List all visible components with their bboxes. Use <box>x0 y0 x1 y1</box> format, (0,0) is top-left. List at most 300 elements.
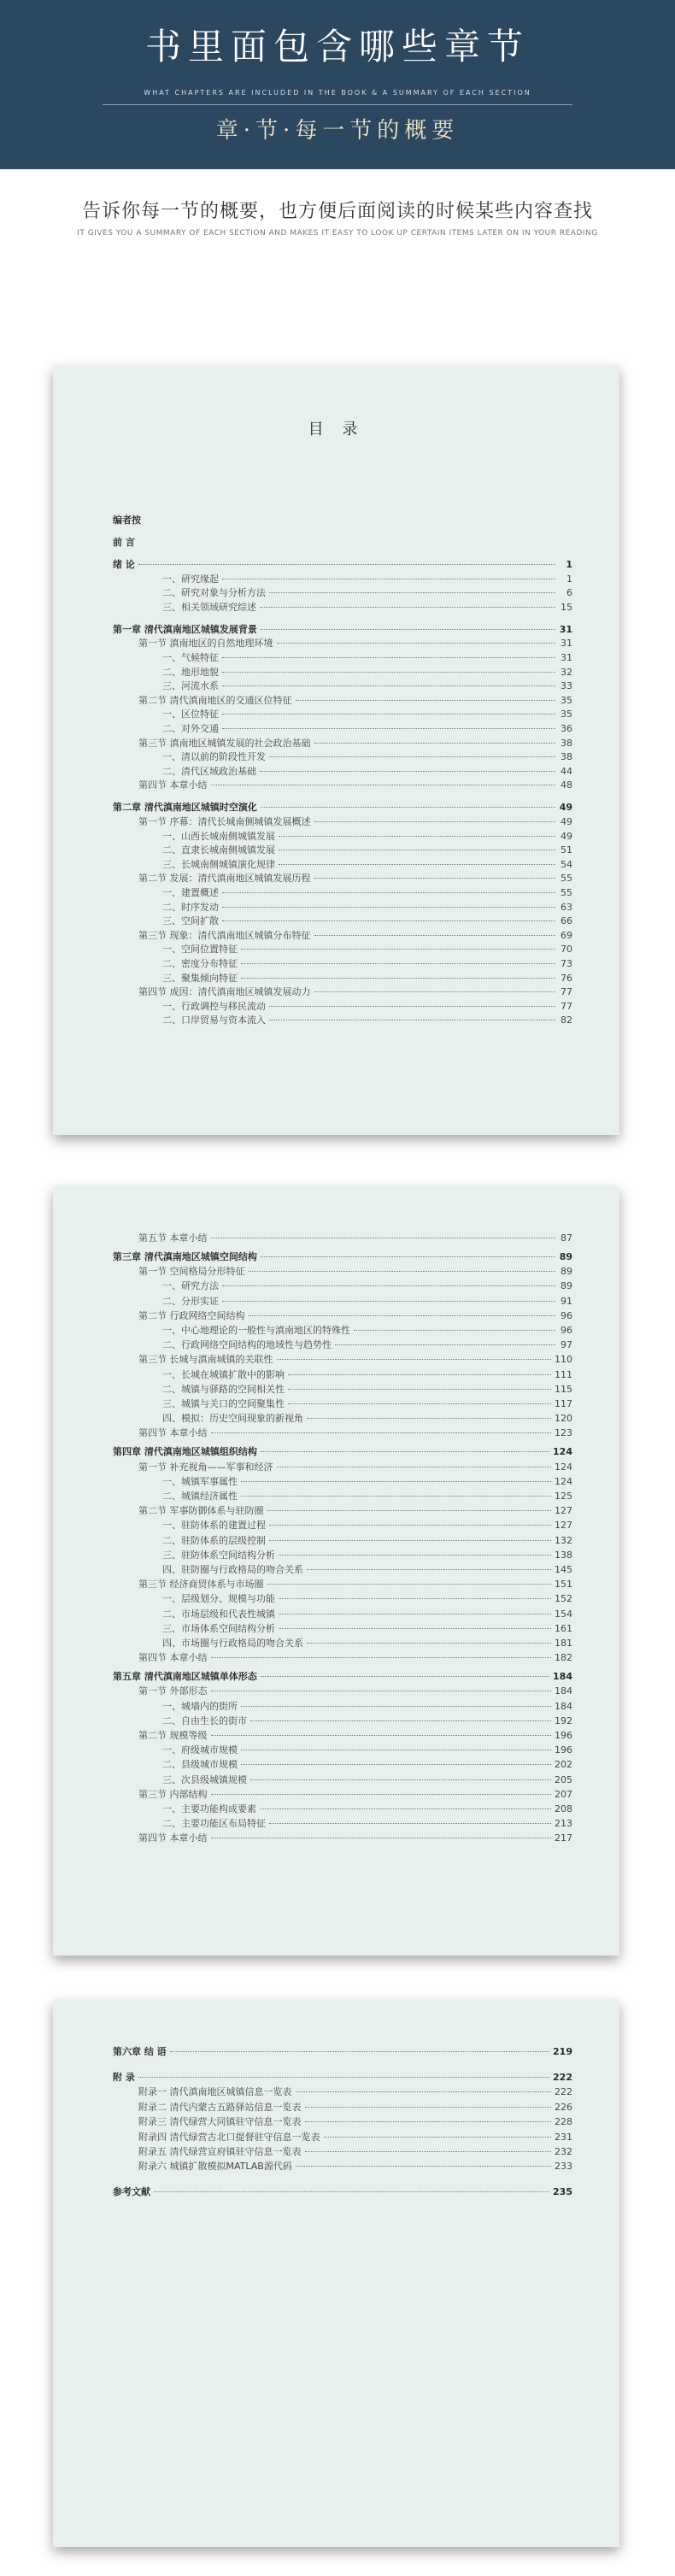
toc-chapter-row <box>113 535 572 549</box>
toc-entry-page: 184 <box>555 1700 572 1712</box>
toc-entry-label: 三、驻防体系空间结构分析 <box>162 1549 275 1561</box>
toc-leader-dots <box>314 821 556 822</box>
toc-entry-page: 127 <box>555 1520 572 1532</box>
toc-list-1 <box>53 366 619 1135</box>
toc-chapter-row <box>113 800 572 814</box>
toc-section-row <box>138 2085 572 2098</box>
toc-entry-label: 四、驻防圈与行政格局的吻合关系 <box>162 1564 303 1575</box>
toc-leader-dots <box>279 864 555 865</box>
toc-entry-page: 31 <box>559 623 572 635</box>
toc-entry-page: 31 <box>561 652 572 663</box>
toc-item-row <box>162 1714 572 1727</box>
toc-entry-label: 一、空间位置特征 <box>162 944 238 956</box>
toc-entry-label: 第三节 现象：清代滇南地区城镇分布特征 <box>138 929 311 941</box>
toc-list-2 <box>53 1186 619 1956</box>
toc-leader-dots <box>305 2107 552 2108</box>
toc-entry-page: 124 <box>553 1446 572 1458</box>
toc-entry-page: 96 <box>561 1309 572 1321</box>
toc-entry-page: 182 <box>555 1652 572 1664</box>
toc-leader-dots <box>138 564 555 565</box>
toc-entry-page: 6 <box>566 587 572 599</box>
toc-item-row <box>162 1816 572 1830</box>
toc-entry-page: 161 <box>555 1622 572 1634</box>
toc-section-row <box>138 1309 572 1322</box>
toc-entry-page: 184 <box>555 1685 572 1697</box>
toc-section-row <box>138 2144 572 2158</box>
toc-entry-page: 124 <box>555 1475 572 1487</box>
toc-item-row <box>162 942 572 956</box>
toc-entry-label: 第四节 本章小结 <box>138 1652 208 1664</box>
toc-entry-page: 207 <box>555 1788 572 1800</box>
toc-entry-page: 111 <box>555 1368 572 1380</box>
toc-item-row <box>162 1533 572 1547</box>
toc-entry-label: 附录六 城镇扩散模拟MATLAB源代码 <box>138 2161 292 2173</box>
toc-entry-label: 二、市场层级和代表性城镇 <box>162 1608 275 1620</box>
toc-section-row <box>138 1577 572 1591</box>
toc-entry-label: 二、驻防体系的层级控制 <box>162 1534 266 1546</box>
toc-entry-label: 第四节 本章小结 <box>138 1427 208 1439</box>
toc-entry-label: 一、城墙内的街所 <box>162 1700 238 1712</box>
toc-entry-page: 196 <box>555 1730 572 1741</box>
toc-entry-label: 绪 论 <box>113 559 135 570</box>
toc-leader-dots <box>241 1764 551 1765</box>
toc-section-row <box>138 1787 572 1801</box>
toc-leader-dots <box>222 728 555 729</box>
toc-item-row <box>162 999 572 1013</box>
toc-entry-label: 第四节 本章小结 <box>138 1832 208 1844</box>
toc-entry-page: 32 <box>561 666 572 678</box>
toc-entry-label: 二、密度分布特征 <box>162 958 238 969</box>
toc-chapter-row <box>113 1669 572 1683</box>
toc-entry-label: 三、次县级城镇规模 <box>162 1773 247 1785</box>
toc-entry-label: 第四章 清代滇南地区城镇组织结构 <box>113 1446 257 1458</box>
toc-leader-dots <box>222 657 555 658</box>
toc-leader-dots <box>288 1389 551 1390</box>
toc-entry-label: 二、对外交通 <box>162 723 219 734</box>
toc-entry-label: 附录一 清代滇南地区城镇信息一览表 <box>138 2086 292 2098</box>
toc-entry-page: 35 <box>561 694 572 706</box>
toc-chapter-row <box>113 622 572 636</box>
toc-entry-page: 66 <box>561 915 572 927</box>
header-banner <box>0 0 675 169</box>
toc-leader-dots <box>222 685 555 686</box>
toc-item-row <box>162 956 572 970</box>
toc-entry-page: 36 <box>561 723 572 734</box>
toc-entry-page: 48 <box>561 779 572 791</box>
toc-entry-label: 附录五 清代绿营宣府镇驻守信息一览表 <box>138 2146 302 2157</box>
toc-entry-label: 三、河流水系 <box>162 680 219 692</box>
toc-leader-dots <box>296 2091 552 2092</box>
toc-entry-label: 四、市场圈与行政格局的吻合关系 <box>162 1638 303 1649</box>
toc-entry-label: 参考文献 <box>113 2186 150 2198</box>
toc-entry-page: 154 <box>555 1608 572 1620</box>
toc-entry-label: 二、自由生长的街市 <box>162 1714 247 1726</box>
toc-leader-dots <box>241 963 555 964</box>
toc-entry-label: 二、直隶长城南侧城镇发展 <box>162 844 275 856</box>
toc-entry-page: 127 <box>555 1505 572 1517</box>
toc-leader-dots <box>269 756 555 757</box>
toc-entry-label: 三、市场体系空间结构分析 <box>162 1622 275 1634</box>
toc-entry-label: 一、山西长城南侧城镇发展 <box>162 830 275 842</box>
toc-item-row <box>162 1367 572 1381</box>
toc-leader-dots <box>267 1584 552 1585</box>
toc-entry-label: 四、模拟：历史空间现象的新视角 <box>162 1413 303 1425</box>
toc-leader-dots <box>138 2077 549 2078</box>
toc-entry-label: 二、研究对象与分析方法 <box>162 587 266 599</box>
toc-leader-dots <box>211 1735 552 1736</box>
toc-leader-dots <box>241 1496 551 1497</box>
toc-leader-dots <box>277 643 556 644</box>
toc-item-row <box>162 857 572 871</box>
toc-section-row <box>138 2130 572 2144</box>
toc-leader-dots <box>269 592 555 593</box>
toc-entry-page: 89 <box>561 1280 572 1292</box>
toc-item-row <box>162 1294 572 1308</box>
toc-leader-dots <box>249 1271 556 1272</box>
toc-leader-dots <box>314 743 556 744</box>
toc-entry-label: 一、建置概述 <box>162 887 219 898</box>
toc-entry-page: 1 <box>566 573 572 585</box>
toc-leader-dots <box>154 2191 549 2192</box>
toc-entry-page: 70 <box>561 944 572 956</box>
toc-entry-page: 219 <box>553 2046 572 2057</box>
toc-section-row <box>138 1684 572 1697</box>
toc-item-row <box>162 1773 572 1786</box>
toc-entry-page: 196 <box>555 1744 572 1756</box>
toc-entry-page: 202 <box>555 1759 572 1771</box>
toc-item-row <box>162 1562 572 1576</box>
toc-entry-label: 第二节 行政网络空间结构 <box>138 1309 245 1321</box>
toc-page-1 <box>53 366 619 1135</box>
toc-entry-page: 89 <box>561 1266 572 1278</box>
toc-item-row <box>162 572 572 585</box>
toc-leader-dots <box>296 2166 551 2167</box>
toc-entry-label: 第一节 空间格局分形特征 <box>138 1266 245 1278</box>
toc-entry-page: 15 <box>561 601 572 613</box>
toc-leader-dots <box>241 978 555 979</box>
toc-leader-dots <box>241 1706 551 1707</box>
toc-item-row <box>162 600 572 614</box>
toc-entry-label: 第三节 内部结构 <box>138 1788 208 1800</box>
toc-entry-page: 31 <box>561 638 572 650</box>
toc-item-row <box>162 1518 572 1532</box>
toc-entry-page: 192 <box>555 1714 572 1726</box>
banner-divider <box>103 104 572 105</box>
toc-entry-page: 55 <box>561 887 572 898</box>
toc-entry-label: 三、空间扩散 <box>162 915 219 927</box>
toc-entry-page: 222 <box>555 2086 572 2098</box>
toc-item-row <box>162 1548 572 1561</box>
toc-entry-page: 145 <box>555 1564 572 1575</box>
toc-entry-page: 49 <box>561 816 572 827</box>
toc-entry-page: 49 <box>561 830 572 842</box>
toc-entry-page: 217 <box>555 1832 572 1844</box>
toc-leader-dots <box>241 1481 551 1482</box>
toc-section-row <box>138 815 572 828</box>
toc-leader-dots <box>305 2151 552 2152</box>
toc-entry-page: 181 <box>555 1638 572 1649</box>
toc-entry-label: 一、府级城市规模 <box>162 1744 238 1756</box>
toc-item-row <box>162 721 572 735</box>
toc-leader-dots <box>307 1418 551 1419</box>
toc-section-row <box>138 1426 572 1439</box>
toc-entry-page: 89 <box>559 1251 572 1262</box>
toc-leader-dots <box>324 2137 552 2138</box>
toc-entry-page: 63 <box>561 901 572 913</box>
toc-entry-page: 1 <box>566 559 572 570</box>
toc-section-row <box>138 1503 572 1517</box>
toc-entry-page: 115 <box>555 1383 572 1395</box>
toc-entry-label: 二、时序发动 <box>162 901 219 913</box>
toc-entry-page: 33 <box>561 680 572 692</box>
toc-leader-dots <box>269 1823 551 1824</box>
toc-item-row <box>162 900 572 914</box>
toc-entry-label: 二、分形实证 <box>162 1295 219 1307</box>
toc-leader-dots <box>314 878 556 879</box>
toc-entry-page: 110 <box>555 1354 572 1366</box>
toc-leader-dots <box>261 807 555 808</box>
toc-leader-dots <box>269 1006 555 1007</box>
toc-entry-page: 213 <box>555 1818 572 1830</box>
toc-leader-dots <box>261 1256 555 1257</box>
intro-text-en: IT GIVES YOU A SUMMARY OF EACH SECTION AND MAKES IT EASY TO LOOK UP CERTAIN ITEMS LATER ON IN YOUR READING <box>77 229 598 238</box>
toc-entry-page: 51 <box>561 844 572 856</box>
banner-subtitle-zh: 章·节·每一节的概要 <box>215 118 460 144</box>
toc-entry-page: 76 <box>561 972 572 984</box>
toc-leader-dots <box>279 836 555 837</box>
toc-entry-page: 73 <box>561 958 572 969</box>
toc-item-row <box>162 829 572 843</box>
toc-item-row <box>162 650 572 664</box>
toc-entry-page: 208 <box>555 1803 572 1814</box>
toc-entry-page: 152 <box>555 1593 572 1605</box>
toc-item-row <box>162 1621 572 1635</box>
toc-chapter-row <box>113 513 572 526</box>
toc-entry-label: 第二章 清代滇南地区城镇时空演化 <box>113 802 257 814</box>
toc-leader-dots <box>277 1359 552 1360</box>
toc-leader-dots <box>269 1540 551 1541</box>
toc-leader-dots <box>250 1779 551 1780</box>
toc-item-row <box>162 679 572 692</box>
toc-section-row <box>138 2114 572 2128</box>
toc-entry-label: 第一节 补充视角——军事和经济 <box>138 1461 273 1473</box>
toc-chapter-row <box>113 2070 572 2084</box>
toc-entry-label: 第五节 本章小结 <box>138 1232 208 1244</box>
toc-chapter-row <box>113 2044 572 2058</box>
toc-chapter-row <box>113 1444 572 1458</box>
toc-entry-label: 第一章 清代滇南地区城镇发展背景 <box>113 623 257 635</box>
toc-entry-page: 235 <box>553 2186 572 2198</box>
toc-leader-dots <box>261 1676 549 1677</box>
toc-leader-dots <box>211 1794 552 1795</box>
toc-entry-page: 38 <box>561 737 572 749</box>
toc-leader-dots <box>288 1403 551 1404</box>
toc-entry-label: 一、行政调控与移民流动 <box>162 1000 266 1012</box>
toc-leader-dots <box>261 629 555 630</box>
toc-entry-label: 附录二 清代内蒙古五路驿站信息一览表 <box>138 2101 302 2113</box>
toc-leader-dots <box>269 1525 551 1526</box>
toc-entry-label: 二、主要功能区布局特征 <box>162 1818 266 1830</box>
toc-entry-label: 第一节 外部形态 <box>138 1685 208 1697</box>
toc-item-row <box>162 843 572 856</box>
toc-section-row <box>138 1650 572 1664</box>
toc-section-row <box>138 871 572 885</box>
toc-leader-dots <box>288 1374 551 1375</box>
toc-entry-label: 附录四 清代绿营古北口提督驻守信息一览表 <box>138 2131 320 2143</box>
toc-entry-page: 124 <box>555 1461 572 1473</box>
toc-leader-dots <box>222 892 555 893</box>
toc-leader-dots <box>354 1330 555 1331</box>
toc-entry-page: 44 <box>561 765 572 777</box>
toc-item-row <box>162 764 572 778</box>
toc-entry-label: 一、驻防体系的建置过程 <box>162 1520 266 1532</box>
banner-subtitle-en: WHAT CHAPTERS ARE INCLUDED IN THE BOOK & A SUMMARY OF EACH SECTION <box>144 89 531 97</box>
toc-leader-dots <box>314 991 556 992</box>
toc-entry-label: 二、城镇与驿路的空间相关性 <box>162 1383 285 1395</box>
toc-leader-dots <box>222 920 555 921</box>
toc-leader-dots <box>261 1451 549 1452</box>
toc-entry-label: 二、县级城市规模 <box>162 1759 238 1771</box>
toc-entry-page: 222 <box>553 2072 572 2083</box>
toc-entry-label: 一、研究方法 <box>162 1280 219 1292</box>
toc-entry-label: 第二节 军事防御体系与驻防圈 <box>138 1505 264 1517</box>
toc-entry-label: 二、城镇经济属性 <box>162 1491 238 1502</box>
toc-entry-label: 一、城镇军事属性 <box>162 1475 238 1487</box>
toc-leader-dots <box>279 1628 551 1629</box>
toc-leader-dots <box>249 1315 556 1316</box>
toc-entry-label: 一、气候特征 <box>162 652 219 663</box>
toc-item-row <box>162 1636 572 1650</box>
toc-item-row <box>162 1489 572 1503</box>
toc-entry-label: 编者按 <box>113 515 141 526</box>
toc-entry-label: 第四节 成因：清代滇南地区城镇发展动力 <box>138 986 311 998</box>
toc-page-2 <box>53 1186 619 1956</box>
toc-item-row <box>162 665 572 679</box>
toc-entry-label: 一、研究缘起 <box>162 573 219 585</box>
toc-entry-label: 第三节 经济商贸体系与市场圈 <box>138 1579 264 1591</box>
toc-leader-dots <box>250 1720 551 1721</box>
toc-item-row <box>162 1338 572 1351</box>
toc-section-row <box>138 985 572 998</box>
toc-section-row <box>138 1728 572 1742</box>
toc-entry-label: 二、地形地貌 <box>162 666 219 678</box>
toc-entry-page: 232 <box>555 2146 572 2157</box>
toc-entry-page: 151 <box>555 1579 572 1591</box>
toc-entry-label: 一、清以前的阶段性开发 <box>162 751 266 763</box>
toc-section-row <box>138 1352 572 1366</box>
toc-entry-label: 附 录 <box>113 2072 135 2083</box>
toc-chapter-row <box>113 1250 572 1263</box>
toc-section-row <box>138 1460 572 1473</box>
toc-item-row <box>162 1382 572 1396</box>
toc-entry-page: 87 <box>561 1232 572 1244</box>
toc-item-row <box>162 1802 572 1815</box>
toc-leader-dots <box>241 949 555 950</box>
toc-title: 目 录 <box>308 421 365 438</box>
toc-entry-label: 前 言 <box>113 537 135 548</box>
toc-section-row <box>138 928 572 942</box>
toc-entry-page: 91 <box>561 1295 572 1307</box>
toc-entry-page: 77 <box>561 986 572 998</box>
toc-entry-label: 三、城镇与关口的空间聚集性 <box>162 1398 285 1409</box>
toc-entry-label: 第五章 清代滇南地区城镇单体形态 <box>113 1671 257 1683</box>
toc-leader-dots <box>314 935 556 936</box>
toc-entry-page: 228 <box>555 2116 572 2128</box>
toc-entry-label: 第三节 长城与滇南城镇的关联性 <box>138 1354 273 1366</box>
toc-section-row <box>138 1831 572 1844</box>
toc-item-row <box>162 1474 572 1488</box>
toc-item-row <box>162 1743 572 1756</box>
toc-leader-dots <box>222 1301 555 1302</box>
toc-section-row <box>138 1264 572 1278</box>
toc-leader-dots <box>222 1285 555 1286</box>
toc-item-row <box>162 585 572 599</box>
toc-entry-label: 第六章 结 语 <box>113 2046 167 2057</box>
toc-entry-page: 226 <box>555 2101 572 2113</box>
toc-entry-label: 第二节 发展：清代滇南地区城镇发展历程 <box>138 873 311 885</box>
toc-leader-dots <box>260 607 555 608</box>
toc-entry-page: 120 <box>555 1413 572 1425</box>
toc-chapter-row <box>113 2185 572 2198</box>
banner-title: 书里面包含哪些章节 <box>144 26 530 68</box>
toc-entry-page: 184 <box>553 1671 572 1683</box>
toc-entry-label: 三、聚集倾向特征 <box>162 972 238 984</box>
toc-leader-dots <box>260 771 555 772</box>
toc-entry-page: 82 <box>561 1015 572 1026</box>
toc-entry-page: 97 <box>561 1339 572 1351</box>
toc-entry-page: 231 <box>555 2131 572 2143</box>
toc-item-row <box>162 1279 572 1292</box>
toc-item-row <box>162 885 572 899</box>
toc-leader-dots <box>305 2121 552 2122</box>
toc-entry-page: 69 <box>561 929 572 941</box>
intro-text-zh: 告诉你每一节的概要，也方便后面阅读的时候某些内容查找 <box>81 201 593 222</box>
toc-entry-label: 二、清代区域政治基础 <box>162 765 256 777</box>
toc-item-row <box>162 1607 572 1620</box>
toc-entry-label: 一、中心地理论的一般性与滇南地区的特殊性 <box>162 1325 350 1336</box>
toc-item-row <box>162 1397 572 1410</box>
toc-entry-label: 一、层级划分、规模与功能 <box>162 1593 275 1605</box>
toc-leader-dots <box>307 1569 551 1570</box>
toc-entry-label: 第四节 本章小结 <box>138 779 208 791</box>
toc-entry-page: 96 <box>561 1325 572 1336</box>
toc-item-row <box>162 1323 572 1337</box>
toc-section-row <box>138 693 572 707</box>
toc-entry-page: 35 <box>561 709 572 720</box>
toc-leader-dots <box>222 714 555 715</box>
toc-entry-page: 233 <box>555 2161 572 2173</box>
toc-section-row <box>138 2159 572 2173</box>
toc-list-3 <box>53 2000 619 2547</box>
toc-entry-page: 138 <box>555 1549 572 1561</box>
toc-item-row <box>162 1411 572 1425</box>
toc-entry-page: 54 <box>561 858 572 870</box>
toc-entry-page: 123 <box>555 1427 572 1439</box>
toc-item-row <box>162 914 572 927</box>
toc-item-row <box>162 1013 572 1026</box>
toc-entry-label: 第二节 规模等级 <box>138 1730 208 1741</box>
toc-entry-label: 第三节 滇南地区城镇发展的社会政治基础 <box>138 737 311 749</box>
toc-item-row <box>162 750 572 763</box>
toc-entry-page: 38 <box>561 751 572 763</box>
toc-entry-label: 二、行政网络空间结构的地域性与趋势性 <box>162 1339 332 1351</box>
toc-leader-dots <box>222 672 555 673</box>
toc-section-row <box>138 2100 572 2114</box>
toc-entry-label: 一、主要功能构成要素 <box>162 1803 256 1814</box>
toc-item-row <box>162 1591 572 1605</box>
toc-entry-label: 三、相关领域研究综述 <box>162 601 256 613</box>
toc-entry-page: 77 <box>561 1000 572 1012</box>
